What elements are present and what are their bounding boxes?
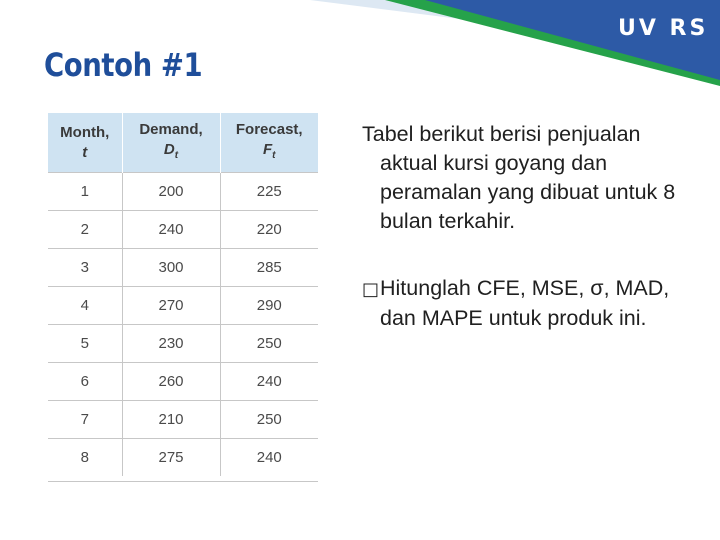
cell-month: 4 [48, 287, 122, 325]
cell-month: 8 [48, 439, 122, 477]
cell-month: 2 [48, 211, 122, 249]
cell-forecast: 285 [220, 249, 318, 287]
data-table [48, 113, 318, 482]
cell-forecast: 250 [220, 325, 318, 363]
cell-month: 7 [48, 401, 122, 439]
table-row [48, 249, 318, 287]
cell-demand: 300 [122, 249, 220, 287]
table-header-row [48, 113, 318, 173]
task-text: Hitunglah CFE, MSE, σ, MAD, dan MAPE untuk produk ini. [380, 276, 670, 330]
cell-forecast: 220 [220, 211, 318, 249]
cell-forecast: 250 [220, 401, 318, 439]
task-bullet [362, 274, 692, 333]
header-demand: Demand, $D_t$ [122, 113, 220, 173]
cell-demand: 240 [122, 211, 220, 249]
table-row [48, 401, 318, 439]
cell-demand: 270 [122, 287, 220, 325]
slide-title: Contoh #1 [44, 46, 203, 84]
cell-demand: 200 [122, 173, 220, 211]
cell-month: 1 [48, 173, 122, 211]
cell-demand: 260 [122, 363, 220, 401]
header-forecast: Forecast, $F_t$ [220, 113, 318, 173]
cell-forecast: 240 [220, 439, 318, 477]
table-row [48, 325, 318, 363]
cell-demand: 230 [122, 325, 220, 363]
cell-forecast: 240 [220, 363, 318, 401]
cell-month: 3 [48, 249, 122, 287]
cell-forecast: 225 [220, 173, 318, 211]
cell-month: 5 [48, 325, 122, 363]
university-logo: UV RS [618, 16, 709, 41]
table-row [48, 439, 318, 477]
cell-demand: 275 [122, 439, 220, 477]
table-row [48, 211, 318, 249]
table-row [48, 363, 318, 401]
table-row [48, 173, 318, 211]
cell-forecast: 290 [220, 287, 318, 325]
table-row [48, 287, 318, 325]
content-text [362, 120, 692, 333]
cell-demand: 210 [122, 401, 220, 439]
intro-paragraph: Tabel berikut berisi penjualan aktual kursi goyang dan peramalan yang dibuat untuk 8 bulan terkahir. [362, 122, 676, 233]
cell-month: 6 [48, 363, 122, 401]
header-month: Month, t [48, 113, 122, 173]
bullet-box-icon: □ [362, 279, 380, 300]
